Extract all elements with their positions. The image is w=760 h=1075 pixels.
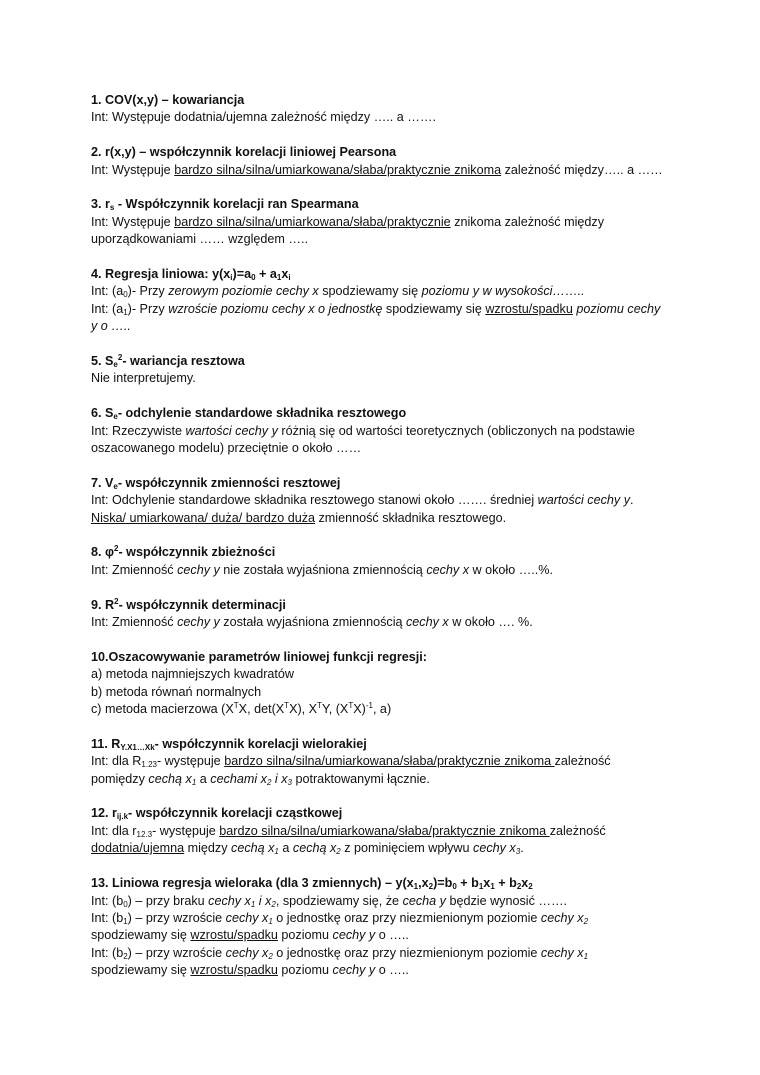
section-6 [91,405,681,457]
section-title: 8. $\varphi^2-$ współczynnik zbieżności [91,544,276,560]
section-text: Int: Występuje bardzo silna/silna/umiarkowana/słaba/praktycznie znikoma zależność między….. a …… [91,162,663,177]
section-title: 13. Liniowa regresja wieloraka (dla 3 zmiennych) – $y(x_1,x_2)=b_0 + b_1x_1 + b_2x_2$ [91,876,533,892]
section-title: 6. $S_e-$ odchylenie standardowe składnika resztowego [91,406,407,422]
section-text: Nie interpretujemy. [91,371,196,386]
section-title: 7. $V_e-$ współczynnik zmienności resztowej [91,475,341,491]
section-text: Int: Występuje dodatnia/ujemna zależność między ….. a ……. [91,110,436,125]
section-text: y o ….. [91,319,131,334]
section-3 [91,196,681,248]
section-text: Int: Odchylenie standardowe składnika resztowego stanowi około ……. średniej wartości cechy y. [91,493,634,508]
section-12 [91,805,681,857]
section-text: Int: dla $R_{1.23}-$ występuje bardzo silna/silna/umiarkowana/słaba/praktycznie znikoma zależność [91,754,611,770]
section-text: b) metoda równań normalnych [91,684,262,699]
section-7 [91,475,681,527]
section-11 [91,736,681,788]
section-text: c) metoda macierzowa ($X^TX$, $\det(X^TX)$, $X^TY$, $(X^TX)^{-1}$, a) [91,701,392,717]
section-text: pomiędzy cechą $x_1$ a cechami $x_2$ i $x_3$ potraktowanymi łącznie. [91,771,430,787]
section-text: Int: $(b_1)$ – przy wzroście cechy $x_1$ o jednostkę oraz przy niezmienionym poziomie cechy $x_2$ [91,910,589,926]
section-text: Int: dla $r_{12.3}-$ występuje bardzo silna/silna/umiarkowana/słaba/praktycznie znikoma zależność [91,823,606,839]
section-5 [91,353,681,388]
section-text: Int: $(a_1)-$ Przy wzroście poziomu cechy x o jednostkę spodziewamy się wzrostu/spadku poziomu cechy [91,301,661,317]
section-text: uporządkowaniami …… względem ….. [91,232,308,247]
section-9 [91,597,681,632]
section-text: Int: Zmienność cechy y została wyjaśniona zmiennością cechy x w około …. %. [91,615,533,630]
section-text: a) metoda najmniejszych kwadratów [91,667,294,682]
section-text: Niska/ umiarkowana/ duża/ bardzo duża zmienność składnika resztowego. [91,510,507,525]
section-title: 9. $R^2-$ współczynnik determinacji [91,596,286,612]
section-title: 3. $r_s$ - Współczynnik korelacji ran Spearmana [91,197,359,213]
section-text: spodziewamy się wzrostu/spadku poziomu cechy y o ….. [91,928,409,943]
section-2 [91,144,681,179]
section-text: Int: $(b_0)$ – przy braku cechy $x_1$ i $x_2$, spodziewamy się, że cecha y będzie wynosić ……. [91,893,568,909]
section-title: 1. COV(x,y) – kowariancja [91,93,245,107]
section-text: Int: $(a_0)-$ Przy zerowym poziomie cechy x spodziewamy się poziomu y w wysokości…….. [91,284,585,300]
section-title: 11. $R_{Y.X1\dots Xk}-$ współczynnik korelacji wielorakiej [91,736,367,752]
section-1 [91,92,681,127]
section-text: dodatnia/ujemna między cechą $x_1$ a cechą $x_2$ z pominięciem wpływu cechy $x_3$. [91,841,524,857]
section-text: oszacowanego modelu) przeciętnie o około …… [91,441,362,456]
section-text: Int: Rzeczywiste wartości cechy y różnią się od wartości teoretycznych (obliczonych na podstawie [91,423,635,438]
section-title: 12. $r_{ij.k}-$ współczynnik korelacji cząstkowej [91,806,343,822]
section-title: 10.Oszacowywanie parametrów liniowej funkcji regresji: [91,649,427,664]
section-title: 5. $S_e^2-$ wariancja resztowa [91,353,245,370]
section-8 [91,544,681,579]
section-title: 2. r(x,y) – współczynnik korelacji liniowej Pearsona [91,145,397,160]
section-text: spodziewamy się wzrostu/spadku poziomu cechy y o ….. [91,963,409,978]
section-text: Int: Występuje bardzo silna/silna/umiarkowana/słaba/praktycznie znikoma zależność między [91,214,604,229]
section-10 [91,649,681,719]
section-text: Int: $(b_2)$ – przy wzroście cechy $x_2$ o jednostkę oraz przy niezmienionym poziomie cechy $x_1$ [91,945,589,961]
section-title: 4. Regresja liniowa: $y(x_i)=a_0 + a_1x_i$ [91,267,291,283]
section-text: Int: Zmienność cechy y nie została wyjaśniona zmiennością cechy x w około …..%. [91,562,554,577]
section-4 [91,266,681,336]
section-13 [91,875,681,979]
document-body [91,92,681,997]
